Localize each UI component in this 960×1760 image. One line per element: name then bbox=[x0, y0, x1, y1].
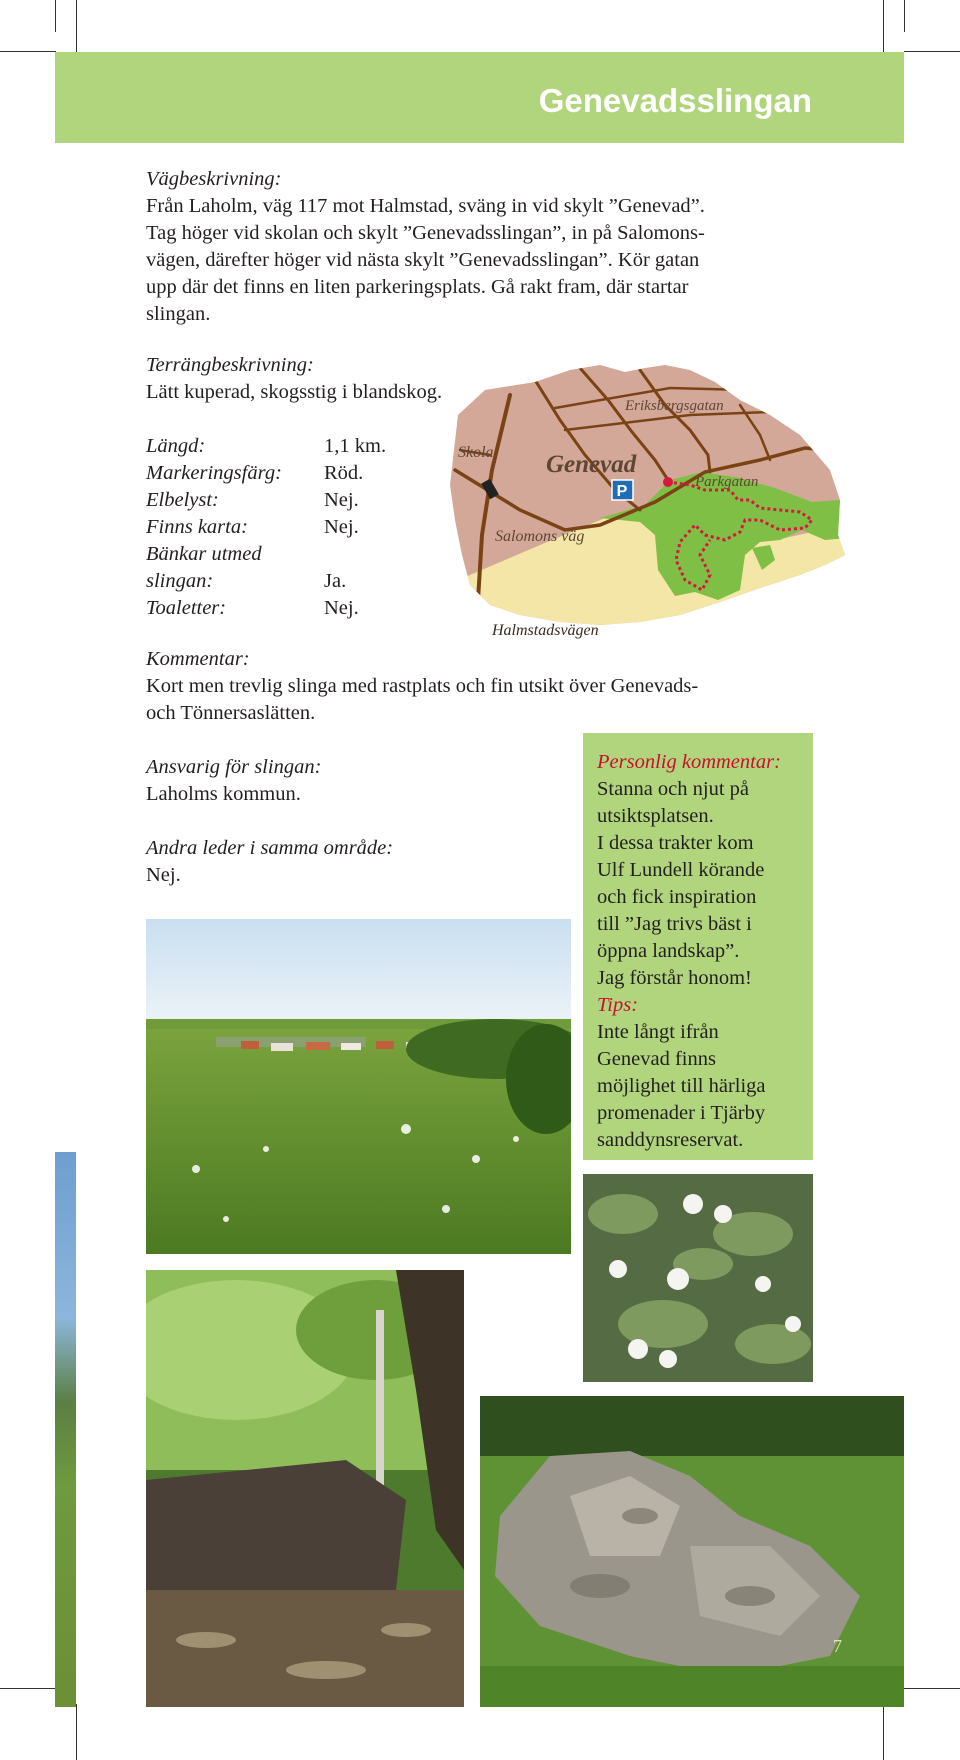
page-number: 7 bbox=[833, 1636, 842, 1656]
crop-mark bbox=[0, 51, 56, 52]
fact-label: Bänkar utmed bbox=[146, 543, 262, 565]
responsible-value: Laholms kommun. bbox=[146, 783, 301, 805]
responsible-label: Ansvarig för slingan: bbox=[146, 756, 322, 778]
map-label-skola: Skola bbox=[458, 444, 494, 461]
fact-label: Längd: bbox=[146, 435, 206, 457]
map-label-eriksbergsgatan: Eriksbergsgatan bbox=[625, 398, 724, 414]
comment-line: och Tönnersaslätten. bbox=[146, 702, 316, 724]
fact-value: Nej. bbox=[324, 597, 359, 619]
directions-section bbox=[146, 166, 766, 328]
trail-map bbox=[440, 360, 846, 648]
crop-mark bbox=[904, 0, 905, 32]
terrain-label: Terrängbeskrivning: bbox=[146, 354, 314, 376]
other-routes-value: Nej. bbox=[146, 864, 181, 886]
page-title: Genevadsslingan bbox=[538, 82, 812, 119]
crop-mark bbox=[883, 1704, 884, 1760]
personal-comment-label: Personlig kommentar: bbox=[597, 751, 781, 773]
terrain-text: Lätt kuperad, skogsstig i blandskog. bbox=[146, 381, 443, 403]
fact-label: Toaletter: bbox=[146, 597, 227, 619]
tips-line: Inte långt ifrån bbox=[597, 1021, 719, 1043]
map-label-genevad: Genevad bbox=[546, 451, 637, 478]
crop-mark bbox=[76, 1704, 77, 1760]
fact-label: Finns karta: bbox=[146, 516, 248, 538]
tips-line: sanddynsreservat. bbox=[597, 1129, 744, 1151]
fact-label: Elbelyst: bbox=[146, 489, 219, 511]
other-routes-section bbox=[146, 835, 546, 889]
trail-start-marker bbox=[663, 477, 673, 487]
directions-line: slingan. bbox=[146, 303, 211, 325]
parking-icon-label: P bbox=[616, 483, 628, 500]
personal-line: I dessa trakter kom bbox=[597, 832, 754, 854]
crop-mark bbox=[76, 0, 77, 56]
crop-mark bbox=[883, 0, 884, 56]
responsible-section bbox=[146, 754, 546, 808]
other-routes-label: Andra leder i samma område: bbox=[146, 837, 394, 859]
personal-line: Stanna och njut på bbox=[597, 778, 750, 800]
crop-mark bbox=[0, 1688, 56, 1689]
fact-value: Nej. bbox=[324, 516, 359, 538]
comment-label: Kommentar: bbox=[146, 648, 250, 670]
white-flowers-photo bbox=[583, 1174, 813, 1382]
directions-label: Vägbeskrivning: bbox=[146, 168, 282, 190]
directions-line: Tag höger vid skolan och skylt ”Genevadsslingan”, in på Salomons- bbox=[146, 222, 705, 244]
comment-line: Kort men trevlig slinga med rastplats och fin utsikt över Genevads- bbox=[146, 675, 699, 697]
left-edge-photo-strip bbox=[55, 1152, 76, 1707]
directions-line: vägen, därefter höger vid nästa skylt ”Genevadsslingan”. Kör gatan bbox=[146, 249, 700, 271]
tips-line: möjlighet till härliga bbox=[597, 1075, 766, 1097]
crop-mark bbox=[55, 0, 56, 32]
directions-line: upp där det finns en liten parkeringsplats. Gå rakt fram, där startar bbox=[146, 276, 689, 298]
directions-line: Från Laholm, väg 117 mot Halmstad, sväng in vid skylt ”Genevad”. bbox=[146, 195, 705, 217]
terrain-section bbox=[146, 352, 466, 406]
fact-label: slingan: bbox=[146, 570, 214, 592]
fact-value: Ja. bbox=[324, 570, 347, 592]
personal-line: öppna landskap”. bbox=[597, 940, 740, 962]
map-label-salomons-vag: Salomons väg bbox=[495, 528, 585, 545]
fact-value: 1,1 km. bbox=[324, 435, 387, 457]
personal-line: Ulf Lundell körande bbox=[597, 859, 765, 881]
personal-comment-box bbox=[583, 733, 813, 1160]
map-label-halmstadsvagen: Halmstadsvägen bbox=[492, 622, 599, 639]
comment-section bbox=[146, 646, 786, 727]
tips-label: Tips: bbox=[597, 994, 639, 1016]
crop-mark bbox=[904, 1688, 960, 1689]
map-label-parkgatan: Parkgatan bbox=[695, 474, 759, 490]
tips-line: Genevad finns bbox=[597, 1048, 716, 1070]
fact-value: Röd. bbox=[324, 462, 364, 484]
personal-line: till ”Jag trivs bäst i bbox=[597, 913, 752, 935]
tips-line: promenader i Tjärby bbox=[597, 1102, 766, 1124]
title-banner bbox=[55, 52, 904, 143]
fact-value: Nej. bbox=[324, 489, 359, 511]
personal-line: Jag förstår honom! bbox=[597, 967, 752, 989]
forest-rock-photo bbox=[146, 1270, 464, 1707]
lichen-rocks-photo bbox=[480, 1396, 904, 1707]
meadow-village-photo bbox=[146, 919, 571, 1254]
personal-line: utsiktsplatsen. bbox=[597, 805, 714, 827]
personal-line: och fick inspiration bbox=[597, 886, 757, 908]
crop-mark bbox=[904, 51, 960, 52]
fact-label: Markeringsfärg: bbox=[146, 462, 282, 484]
